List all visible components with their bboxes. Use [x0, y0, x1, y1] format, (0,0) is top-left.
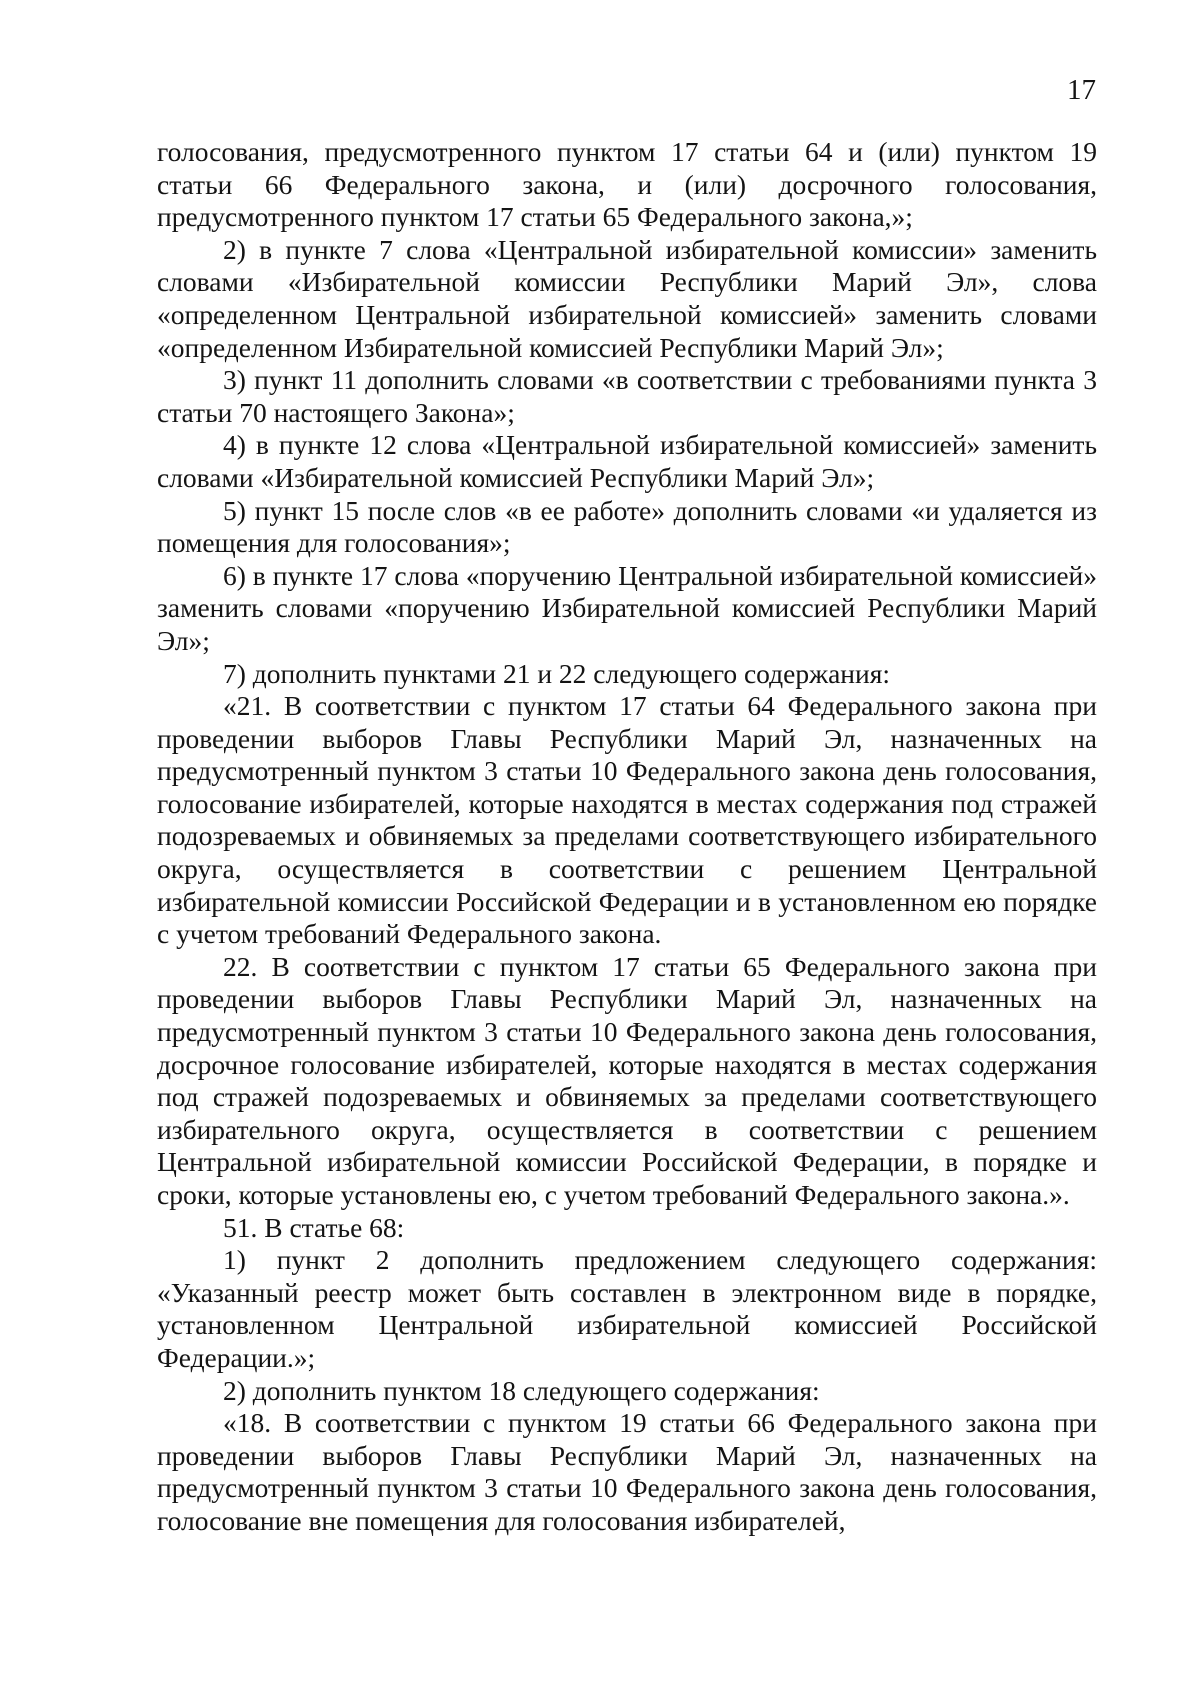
- paragraph: 51. В статье 68:: [223, 1211, 405, 1243]
- paragraph: 5) пункт 15 после слов «в ее работе» дополнить словами «и удаляется из помещения для голосования»;: [157, 494, 1097, 559]
- paragraph: 1) пункт 2 дополнить предложением следующего содержания: «Указанный реестр может быть составлен в электронном виде в порядке, установленном Центральной избирательной комиссией Российской Федерации.»;: [157, 1244, 1097, 1373]
- paragraph: 3) пункт 11 дополнить словами «в соответствии с требованиями пункта 3 статьи 70 настоящего Закона»;: [157, 364, 1097, 428]
- document-body: [157, 136, 1097, 1538]
- paragraph: 22. В соответствии с пунктом 17 статьи 65 Федерального закона при проведении выборов Главы Республики Марий Эл, назначенных на предусмотренный пунктом 3 статьи 10 Федерального закона день голосования, досрочное голосование избирателей, которые находятся в местах содержания под стражей подозреваемых и обвиняемых за пределами соответствующего избирательного округа, осуществляется в соответствии с решением Центральной избирательной комиссии Российской Федерации, в порядке и сроки, которые установлены ею, с учетом требований Федерального закона.».: [157, 950, 1097, 1210]
- paragraph: 2) дополнить пунктом 18 следующего содержания:: [223, 1374, 820, 1406]
- paragraph: «21. В соответствии с пунктом 17 статьи 64 Федерального закона при проведении выборов Главы Республики Марий Эл, назначенных на предусмотренный пунктом 3 статьи 10 Федерального закона день голосования, голосование избирателей, которые находятся в местах содержания под стражей подозреваемых и обвиняемых за пределами соответствующего избирательного округа, осуществляется в соответствии с решением Центральной избирательной комиссии Российской Федерации и в установленном ею порядке с учетом требований Федерального закона.: [157, 690, 1097, 950]
- paragraph: голосования, предусмотренного пунктом 17 статьи 64 и (или) пунктом 19 статьи 66 Федерального закона, и (или) досрочного голосования, предусмотренного пунктом 17 статьи 65 Федерального закона,»;: [157, 136, 1097, 233]
- paragraph: 7) дополнить пунктами 21 и 22 следующего содержания:: [223, 657, 890, 689]
- paragraph: «18. В соответствии с пунктом 19 статьи 66 Федерального закона при проведении выборов Главы Республики Марий Эл, назначенных на предусмотренный пунктом 3 статьи 10 Федерального закона день голосования, голосование вне помещения для голосования избирателей,: [157, 1407, 1097, 1536]
- page-number: 17: [1067, 74, 1096, 106]
- paragraph: 2) в пункте 7 слова «Центральной избирательной комиссии» заменить словами «Избирательной комиссии Республики Марий Эл», слова «определенном Центральной избирательной комиссией» заменить словами «определенном Избирательной комиссией Республики Марий Эл»;: [157, 233, 1097, 363]
- paragraph: 6) в пункте 17 слова «поручению Центральной избирательной комиссией» заменить словами «поручению Избирательной комиссией Республики Марий Эл»;: [157, 559, 1097, 656]
- paragraph: 4) в пункте 12 слова «Центральной избирательной комиссией» заменить словами «Избирательной комиссией Республики Марий Эл»;: [157, 429, 1097, 493]
